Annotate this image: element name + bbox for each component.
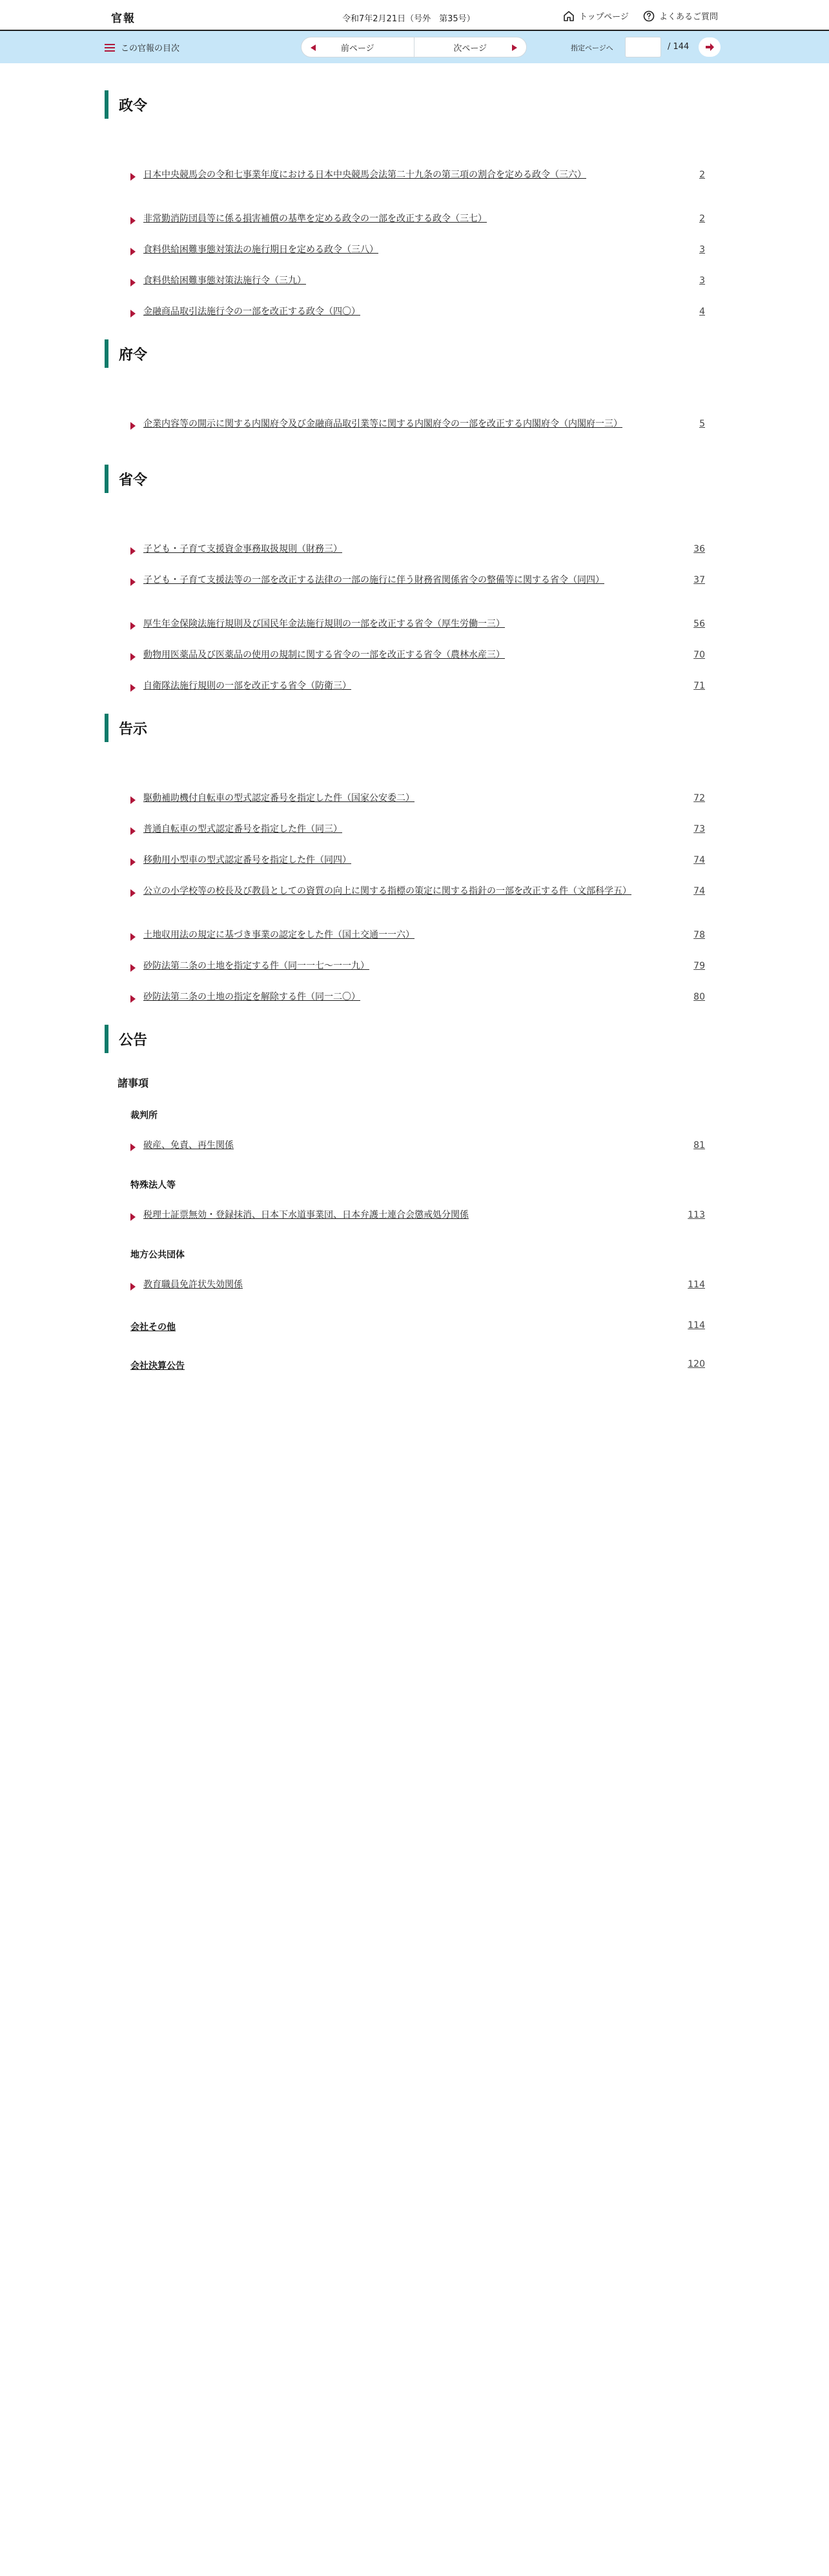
bullet-triangle-icon	[130, 1143, 136, 1151]
bullet-triangle-icon	[130, 217, 136, 225]
kanpo-logo[interactable]: 官報	[111, 12, 136, 25]
bullet-triangle-icon	[130, 964, 136, 972]
item-page[interactable]: 2	[699, 170, 705, 180]
item-page[interactable]: 78	[693, 930, 705, 940]
list-item[interactable]	[130, 931, 705, 943]
list-item[interactable]	[130, 1280, 705, 1293]
prev-page-button[interactable]	[302, 37, 414, 57]
goto-page-button[interactable]	[699, 37, 721, 57]
item-page[interactable]: 113	[688, 1210, 705, 1220]
item-page[interactable]: 71	[693, 681, 705, 691]
list-item[interactable]	[130, 650, 705, 663]
list-item[interactable]	[130, 576, 705, 589]
bullet-triangle-icon	[130, 858, 136, 866]
item-page[interactable]: 37	[693, 575, 705, 585]
bullet-triangle-icon	[130, 1283, 136, 1291]
item-page[interactable]: 4	[699, 307, 705, 317]
bullet-triangle-icon	[130, 547, 136, 555]
item-title[interactable]: 企業内容等の開示に関する内閣府令及び金融商品取引業等に関する内閣府令の一部を改正する内閣府令（内閣府一三）	[143, 419, 622, 429]
list-item[interactable]	[130, 887, 705, 900]
list-item[interactable]	[130, 681, 705, 694]
prev-page-label: 前ページ	[340, 43, 374, 54]
list-item[interactable]	[130, 825, 705, 838]
top-page-label: トップページ	[579, 12, 629, 22]
list-item[interactable]	[130, 856, 705, 869]
bullet-triangle-icon	[130, 796, 136, 804]
goto-page-input[interactable]	[625, 37, 661, 57]
list-item[interactable]	[130, 619, 705, 632]
bullet-triangle-icon	[130, 995, 136, 1003]
bullet-triangle-icon	[130, 310, 136, 317]
item-title[interactable]: 税理士証票無効・登録抹消、日本下水道事業団、日本弁護士連合会懲戒処分関係	[143, 1210, 469, 1220]
item-page[interactable]: 74	[693, 855, 705, 865]
section-heading: 公告	[105, 1025, 705, 1053]
item-title[interactable]: 食料供給困難事態対策法施行令（三九）	[143, 276, 306, 286]
item-page[interactable]: 72	[693, 793, 705, 803]
item-page[interactable]: 79	[693, 961, 705, 971]
list-item[interactable]	[130, 1141, 705, 1154]
link-page[interactable]: 120	[688, 1359, 705, 1369]
item-title[interactable]: 動物用医薬品及び医薬品の使用の規制に関する省令の一部を改正する省令（農林水産三）	[143, 650, 505, 660]
next-page-button[interactable]	[414, 37, 527, 57]
item-title[interactable]: 普通自転車の型式認定番号を指定した件（同三）	[143, 824, 342, 834]
list-item[interactable]	[130, 307, 705, 320]
section-shorei	[105, 465, 705, 691]
sub-heading: 諸事項	[118, 1077, 149, 1089]
group-label: 裁判所	[130, 1111, 158, 1121]
item-page[interactable]: 5	[699, 419, 705, 429]
item-title[interactable]: 公立の小学校等の校長及び教員としての資質の向上に関する指標の策定に関する指針の一部を改正する件（文部科学五）	[143, 886, 631, 896]
top-page-link[interactable]	[563, 10, 629, 22]
item-page[interactable]: 70	[693, 650, 705, 660]
issue-date: 令和7年2月21日（号外 第35号）	[342, 14, 475, 24]
section-seirei	[105, 90, 705, 317]
item-page[interactable]: 3	[699, 245, 705, 255]
bullet-triangle-icon	[130, 173, 136, 181]
bullet-triangle-icon	[130, 653, 136, 661]
bullet-triangle-icon	[130, 279, 136, 287]
nav-bar	[0, 31, 829, 63]
section-link[interactable]	[130, 1320, 705, 1333]
item-page[interactable]: 2	[699, 214, 705, 224]
item-title[interactable]: 食料供給困難事態対策法の施行期日を定める政令（三八）	[143, 245, 378, 255]
home-icon	[563, 10, 575, 22]
item-title[interactable]: 教育職員免許状失効関係	[143, 1280, 243, 1290]
item-title[interactable]: 破産、免責、再生関係	[143, 1140, 234, 1151]
site-header	[0, 0, 829, 31]
bullet-triangle-icon	[130, 578, 136, 586]
bullet-triangle-icon	[130, 684, 136, 692]
item-title[interactable]: 子ども・子育て支援法等の一部を改正する法律の一部の施行に伴う財務省関係省令の整備等に関する省令（同四）	[143, 575, 604, 585]
bullet-triangle-icon	[130, 827, 136, 835]
section-kokuji	[105, 714, 705, 1002]
item-title[interactable]: 金融商品取引法施行令の一部を改正する政令（四〇）	[143, 307, 360, 317]
menu-icon	[105, 44, 115, 52]
item-page[interactable]: 81	[693, 1140, 705, 1151]
section-heading: 省令	[105, 465, 705, 493]
item-page[interactable]: 3	[699, 276, 705, 286]
item-title[interactable]: 土地収用法の規定に基づき事業の認定をした件（国土交通一一六）	[143, 930, 414, 940]
list-item[interactable]	[130, 794, 705, 807]
item-page[interactable]: 74	[693, 886, 705, 896]
list-item[interactable]	[130, 214, 705, 227]
group-label: 地方公共団体	[130, 1250, 185, 1260]
item-page[interactable]: 80	[693, 992, 705, 1002]
link-title[interactable]: 会社その他	[130, 1322, 176, 1333]
link-title[interactable]: 会社決算公告	[130, 1361, 185, 1371]
faq-label: よくあるご質問	[659, 12, 719, 22]
item-page[interactable]: 114	[688, 1280, 705, 1290]
list-item[interactable]	[130, 245, 705, 258]
section-furei	[105, 339, 705, 429]
section-link[interactable]	[130, 1359, 705, 1372]
list-item[interactable]	[130, 419, 705, 432]
list-item[interactable]	[130, 961, 705, 974]
list-item[interactable]	[130, 170, 705, 183]
faq-link[interactable]	[643, 10, 718, 22]
section-koukoku	[105, 1025, 705, 1053]
list-item[interactable]	[130, 1211, 705, 1223]
section-heading: 府令	[105, 339, 705, 368]
next-page-label: 次ページ	[453, 43, 487, 54]
group-label: 特殊法人等	[130, 1180, 176, 1191]
item-title[interactable]: 移動用小型車の型式認定番号を指定した件（同四）	[143, 855, 351, 865]
item-title[interactable]: 砂防法第二条の土地を指定する件（同一一七～一一九）	[143, 961, 369, 971]
bullet-triangle-icon	[130, 622, 136, 630]
item-page[interactable]: 56	[693, 619, 705, 629]
bullet-triangle-icon	[130, 889, 136, 897]
question-circle-icon	[643, 10, 655, 22]
section-heading: 告示	[105, 714, 705, 742]
item-page[interactable]: 36	[693, 544, 705, 554]
pager	[301, 37, 527, 57]
item-title[interactable]: 駆動補助機付自転車の型式認定番号を指定した件（国家公安委二）	[143, 793, 414, 803]
item-title[interactable]: 非常勤消防団員等に係る損害補償の基準を定める政令の一部を改正する政令（三七）	[143, 214, 487, 224]
item-title[interactable]: 厚生年金保険法施行規則及び国民年金法施行規則の一部を改正する省令（厚生労働一三）	[143, 619, 505, 629]
arrow-right-icon	[704, 42, 715, 52]
bullet-triangle-icon	[130, 1213, 136, 1221]
arrow-right-icon	[512, 45, 517, 51]
item-page[interactable]: 73	[693, 824, 705, 834]
arrow-left-icon	[311, 45, 316, 51]
list-item[interactable]	[130, 545, 705, 558]
goto-page-label: 指定ページへ	[571, 44, 613, 52]
toc-label: この官報の目次	[121, 44, 180, 54]
bullet-triangle-icon	[130, 248, 136, 256]
section-heading: 政令	[105, 90, 705, 119]
item-title[interactable]: 子ども・子育て支援資金事務取扱規則（財務三）	[143, 544, 342, 554]
toc-button[interactable]	[105, 41, 179, 54]
link-page[interactable]: 114	[688, 1320, 705, 1331]
list-item[interactable]	[130, 992, 705, 1005]
list-item[interactable]	[130, 276, 705, 289]
item-title[interactable]: 日本中央競馬会の令和七事業年度における日本中央競馬会法第二十九条の第三項の割合を定める政令（三六）	[143, 170, 586, 180]
item-title[interactable]: 自衛隊法施行規則の一部を改正する省令（防衛三）	[143, 681, 351, 691]
item-title[interactable]: 砂防法第二条の土地の指定を解除する件（同一二〇）	[143, 992, 360, 1002]
total-pages: / 144	[668, 42, 690, 52]
bullet-triangle-icon	[130, 422, 136, 430]
bullet-triangle-icon	[130, 933, 136, 941]
